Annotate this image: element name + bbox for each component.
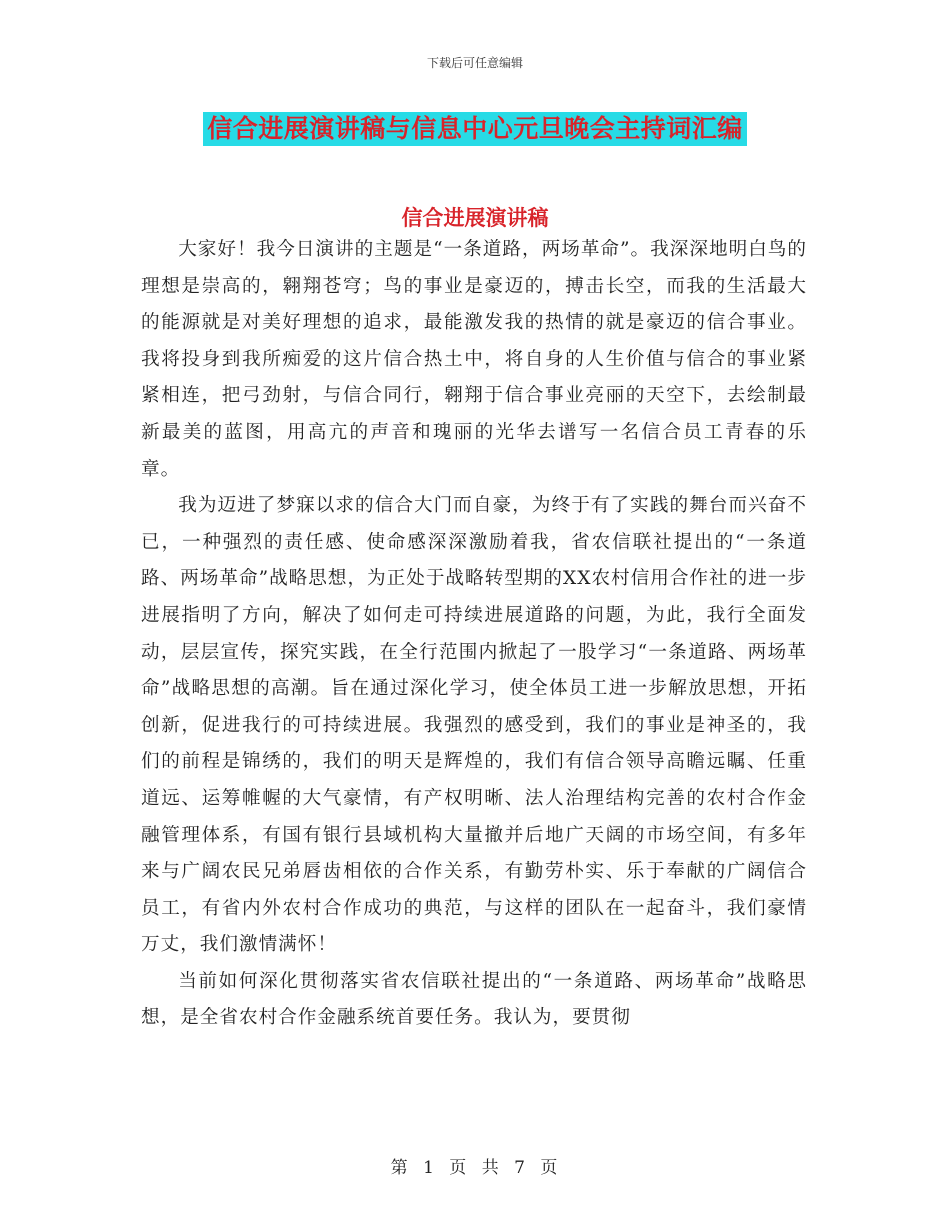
document-body: [141, 222, 807, 1037]
document-title: 信合进展演讲稿与信息中心元旦晚会主持词汇编: [203, 112, 747, 146]
paragraph: 我为迈进了梦寐以求的信合大门而自豪，为终于有了实践的舞台而兴奋不已，一种强烈的责任感、使命感深深激励着我，省农信联社提出的“一条道路、两场革命”战略思想，为正处于战略转型期的XX农村信用合作社的进一步进展指明了方向，解决了如何走可持续进展道路的问题，为此，我行全面发动，层层宣传，探究实践，在全行范围内掀起了一股学习“一条道路、两场革命”战略思想的高潮。旨在通过深化学习，使全体员工进一步解放思想，开拓创新，促进我行的可持续进展。我强烈的感受到，我们的事业是神圣的，我们的前程是锦绣的，我们的明天是辉煌的，我们有信合领导高瞻远瞩、任重道远、运筹帷幄的大气豪情，有产权明晰、法人治理结构完善的农村合作金融管理体系，有国有银行县域机构大量撤并后地广天阔的市场空间，有多年来与广阔农民兄弟唇齿相依的合作关系，有勤劳朴实、乐于奉献的广阔信合员工，有省内外农村合作成功的典范，与这样的团队在一起奋斗，我们豪情万丈，我们激情满怀！: [141, 495, 807, 956]
header-note: 下载后可任意编辑: [426, 56, 523, 70]
section-title: 信合进展演讲稿: [401, 206, 549, 230]
document-title-wrap: [0, 112, 950, 146]
page-number: 第 1 页 共 7 页: [390, 1158, 560, 1178]
paragraph: 当前如何深化贯彻落实省农信联社提出的“一条道路、两场革命”战略思想，是全省农村合作金融系统首要任务。我认为，要贯彻: [141, 970, 807, 1029]
paragraph: 大家好！我今日演讲的主题是“一条道路，两场革命”。我深深地明白鸟的理想是崇高的，翱翔苍穹；鸟的事业是豪迈的，搏击长空，而我的生活最大的能源就是对美好理想的追求，最能激发我的热情的就是豪迈的信合事业。我将投身到我所痴爱的这片信合热土中，将自身的人生价值与信合的事业紧紧相连，把弓劲射，与信合同行，翱翔于信合事业亮丽的天空下，去绘制最新最美的蓝图，用高亢的声音和瑰丽的光华去谱写一名信合员工青春的乐章。: [141, 239, 807, 480]
